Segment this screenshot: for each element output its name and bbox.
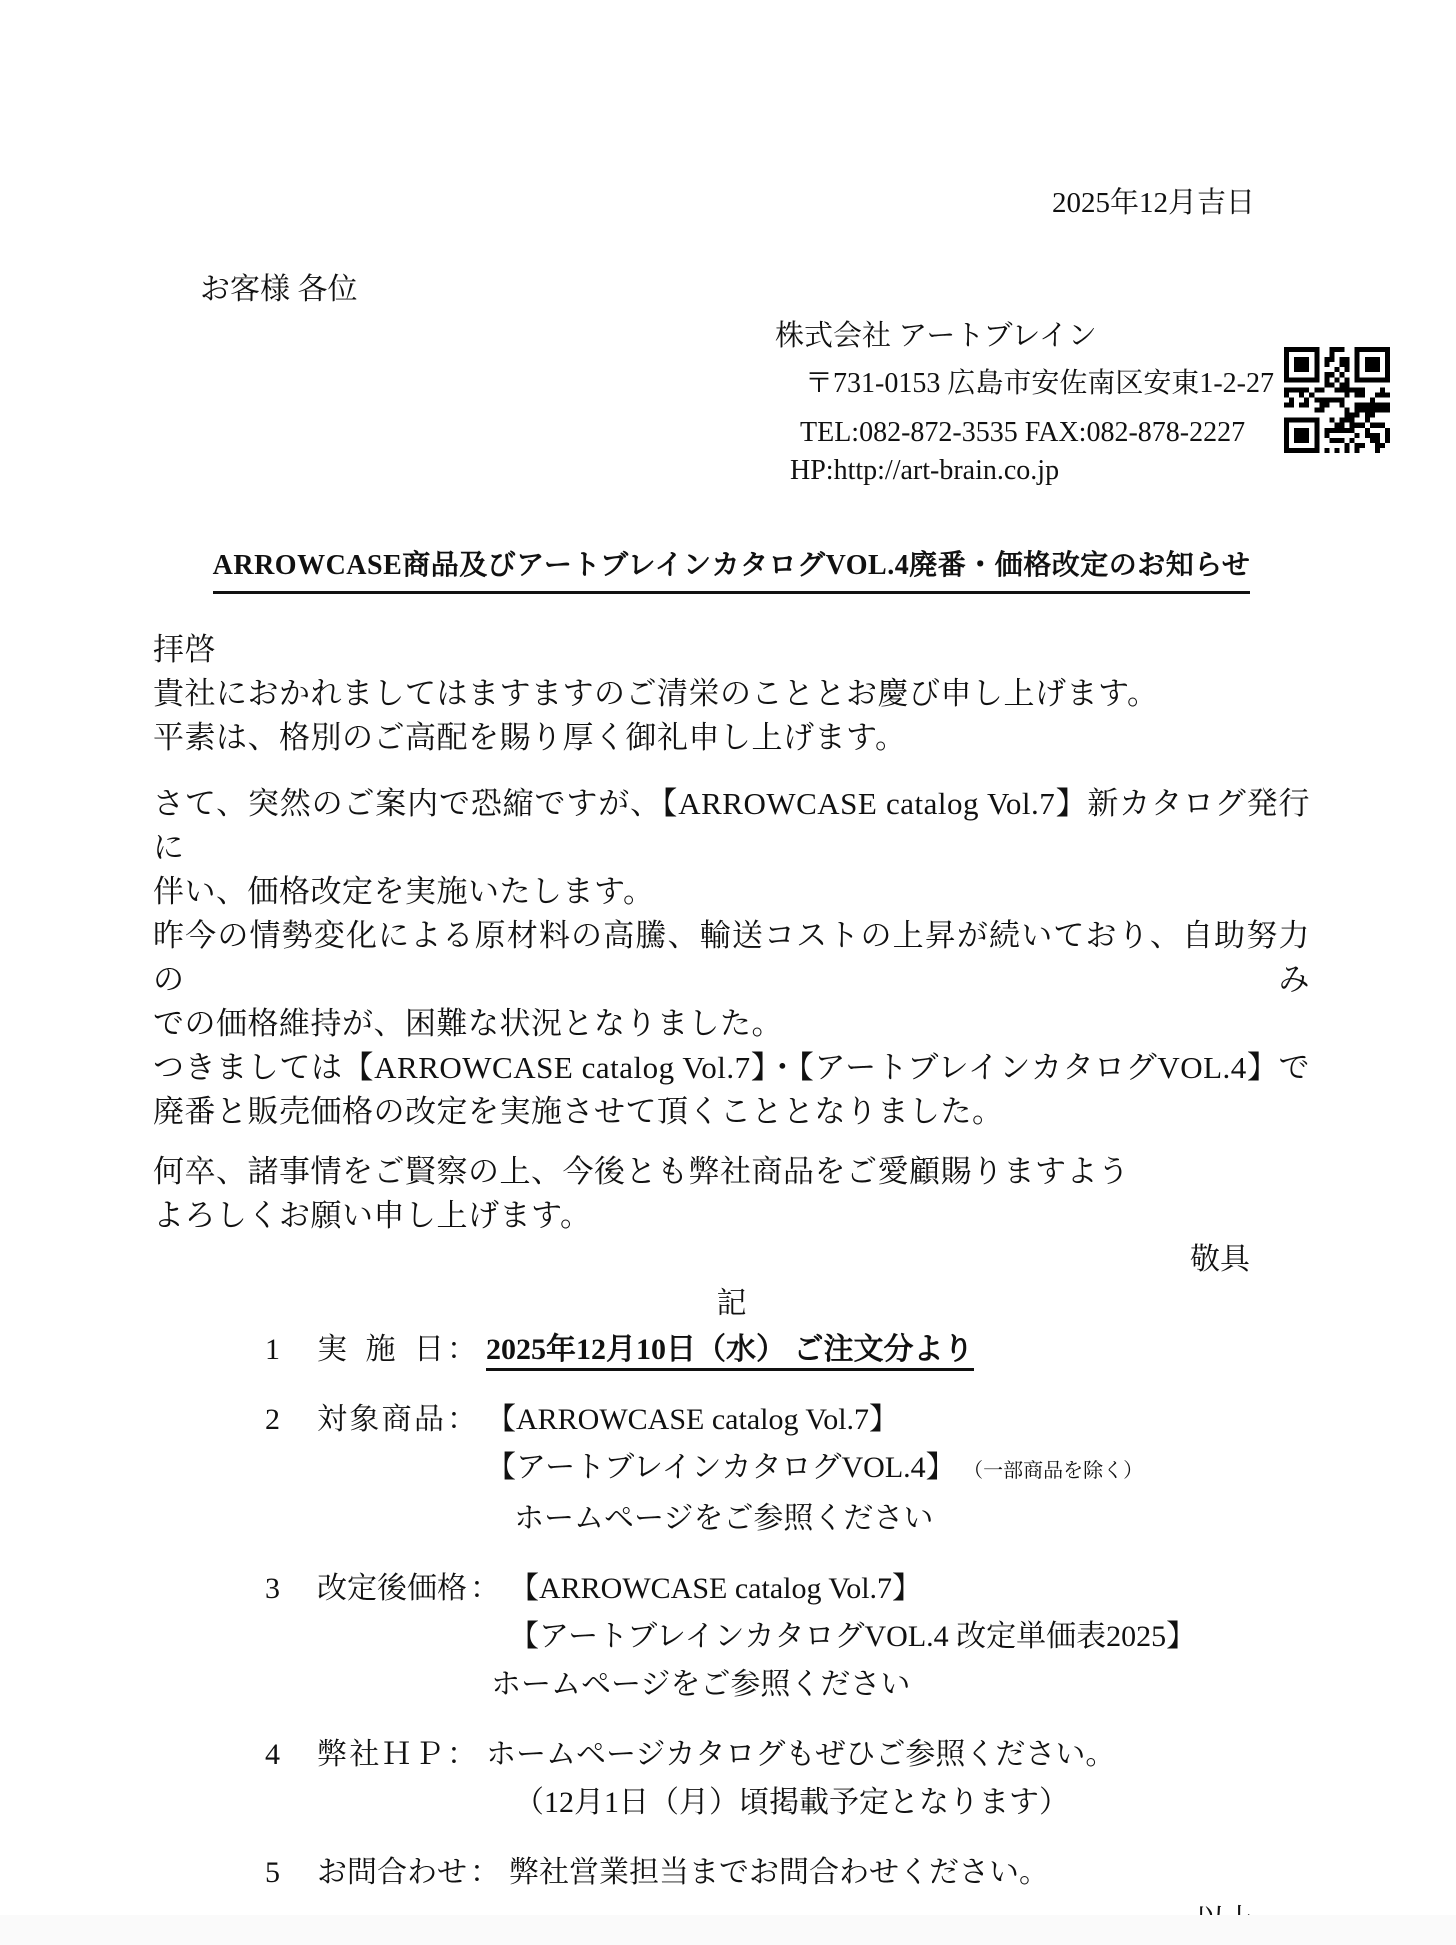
item-content xyxy=(480,1731,1310,1827)
contact-line1: 弊社営業担当までお問合わせください。 xyxy=(509,1856,1049,1889)
item-number: 4 xyxy=(265,1738,280,1771)
item-colon: ： xyxy=(470,1572,500,1605)
para2-line3: 昨今の情勢変化による原材料の高騰、輸送コストの上昇が続いており、自助努力のみ xyxy=(153,918,1310,997)
document-title: ARROWCASE商品及びアートブレインカタログVOL.4廃番・価格改定のお知らせ xyxy=(213,546,1251,594)
list-item-target-products xyxy=(265,1396,1310,1543)
sender-tel-fax: TEL:082-872-3535 FAX:082-878-2227 xyxy=(800,417,1246,448)
company-hp-line2: （12月1日（月）頃掲載予定となります） xyxy=(514,1786,1069,1819)
target-products-line1: 【ARROWCASE catalog Vol.7】 xyxy=(486,1403,900,1436)
item-label: 対象商品 xyxy=(317,1403,444,1436)
sender-block xyxy=(775,320,1310,486)
para1-line1: 貴社におかれましてはますますのご清栄のこととお慶び申し上げます。 xyxy=(153,676,1159,711)
paragraph-3 xyxy=(153,1150,1310,1238)
sender-homepage-url: HP:http://art-brain.co.jp xyxy=(790,455,1060,486)
item-label: 弊社ＨＰ xyxy=(317,1738,444,1771)
list-item-implementation-date xyxy=(265,1326,1310,1374)
target-products-line2 xyxy=(486,1444,1310,1495)
target-products-exception-note: （一部商品を除く） xyxy=(963,1460,1144,1482)
notice-list xyxy=(265,1326,1310,1897)
page-bottom-edge xyxy=(0,1915,1456,1945)
revised-prices-line2: 【アートブレインカタログVOL.4 改定単価表2025】 xyxy=(509,1620,1197,1653)
item-label: お問合わせ xyxy=(317,1856,467,1889)
greeting-line: 拝啓 xyxy=(153,632,216,667)
item-number: 3 xyxy=(265,1572,280,1605)
target-products-line3: ホームページをご参照ください xyxy=(514,1502,934,1535)
item-label: 改定後価格 xyxy=(317,1572,467,1605)
para1-line2: 平素は、格別のご高配を賜り厚く御礼申し上げます。 xyxy=(153,720,907,755)
target-products-catalog: 【アートブレインカタログVOL.4】 xyxy=(486,1451,956,1484)
revised-prices-line1: 【ARROWCASE catalog Vol.7】 xyxy=(509,1572,923,1605)
closing-keigu: 敬具 xyxy=(1190,1243,1250,1276)
para2-line1: さて、突然のご案内で恐縮ですが、【ARROWCASE catalog Vol.7】新カタログ発行に xyxy=(153,786,1310,865)
item-number: 1 xyxy=(265,1333,280,1366)
item-content xyxy=(491,1565,1310,1709)
sender-address: 〒731-0153 広島市安佐南区安東1-2-27 xyxy=(805,368,1274,399)
para2-line5: つきましては【ARROWCASE catalog Vol.7】・【アートブレインカタログVOL.4】で xyxy=(153,1050,1310,1085)
item-colon: ： xyxy=(447,1738,477,1771)
para3-line1: 何卒、諸事情をご賢察の上、今後とも弊社商品をご愛顧賜りますよう xyxy=(153,1154,1130,1189)
item-colon: ： xyxy=(447,1333,477,1366)
company-hp-line1: ホームページカタログもぜひご参照ください。 xyxy=(486,1738,1116,1771)
paragraph-1 xyxy=(153,672,1310,760)
para2-line2: 伴い、価格改定を実施いたします。 xyxy=(153,874,655,909)
list-item-revised-prices xyxy=(265,1565,1310,1709)
item-colon: ： xyxy=(447,1403,477,1436)
item-colon: ： xyxy=(470,1856,500,1889)
item-number: 5 xyxy=(265,1856,280,1889)
recipient-line: お客様 各位 xyxy=(200,273,358,306)
item-label: 実 施 日 xyxy=(317,1333,444,1366)
list-item-contact xyxy=(265,1849,1310,1897)
item-number: 2 xyxy=(265,1403,280,1436)
sender-company: 株式会社 アートブレイン xyxy=(775,320,1097,352)
paragraph-2 xyxy=(153,782,1310,1134)
implementation-date-value: 2025年12月10日（水） ご注文分より xyxy=(486,1333,974,1371)
list-item-company-hp xyxy=(265,1731,1310,1827)
record-marker-ki: 記 xyxy=(716,1287,747,1320)
para3-line2: よろしくお願い申し上げます。 xyxy=(153,1198,592,1233)
title-row xyxy=(153,546,1310,594)
item-content xyxy=(480,1396,1310,1543)
para2-line4: での価格維持が、困難な状況となりました。 xyxy=(153,1006,783,1041)
document-date: 2025年12月吉日 xyxy=(1051,187,1255,219)
revised-prices-line3: ホームページをご参照ください xyxy=(491,1668,911,1701)
qr-code xyxy=(1284,347,1390,453)
para2-line6: 廃番と販売価格の改定を実施させて頂くこととなりました。 xyxy=(153,1094,1004,1129)
